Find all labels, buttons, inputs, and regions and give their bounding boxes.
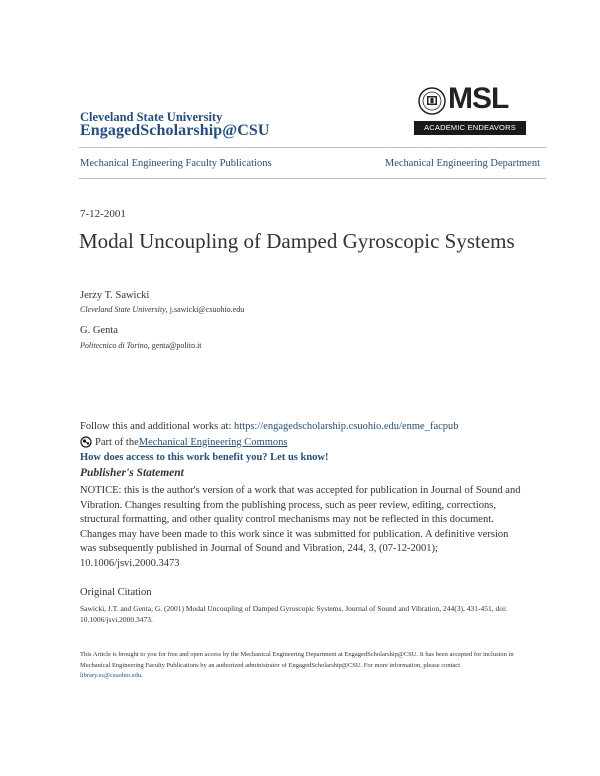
benefit-feedback-link[interactable]: How does access to this work benefit you? Let us know! xyxy=(80,452,329,463)
part-of-line xyxy=(80,436,287,448)
follow-line xyxy=(80,421,459,432)
logo-text: MSL xyxy=(448,82,509,115)
repository-name[interactable]: EngagedScholarship@CSU xyxy=(80,122,270,139)
author-name: G. Genta xyxy=(80,325,118,336)
divider xyxy=(79,147,546,148)
publisher-statement-text: NOTICE: this is the author's version of a work that was accepted for publication in Journal of Sound and Vibration. Changes resulting from the publishing process, such as peer review, editing, corrections, structural formatting, and other quality control mechanisms may not be reflected in this document. Changes may have been made to this work since it was submitted for publication. A definitive version was subsequently published in Journal of Sound and Vibration, 244, 3, (07-12-2001); 10.1006/jsvi.2000.3473 xyxy=(80,485,521,569)
author-email[interactable]: , genta@polito.it xyxy=(147,341,202,350)
access-notice xyxy=(80,650,520,682)
access-notice-suffix: . xyxy=(141,672,143,679)
author-name: Jerzy T. Sawicki xyxy=(80,290,150,301)
divider xyxy=(79,178,546,179)
affiliation-name: Politecnico di Torino xyxy=(80,341,148,350)
faculty-publications-link[interactable]: Mechanical Engineering Faculty Publications xyxy=(80,158,272,169)
original-citation-text: Sawicki, J.T. and Genta, G. (2001) Modal Uncoupling of Damped Gyroscopic Systems. Journal of Sound and Vibration, 244(3), 431-451, doi: 10.1006/jsvi.2000.3473. xyxy=(80,604,508,624)
affiliation-name: Cleveland State University xyxy=(80,305,166,314)
original-citation-heading: Original Citation xyxy=(80,587,152,598)
author-affiliation xyxy=(80,341,202,350)
collection-url-link[interactable]: https://engagedscholarship.csuohio.edu/enme_facpub xyxy=(234,421,459,432)
follow-prefix: Follow this and additional works at: xyxy=(80,421,234,432)
access-notice-text: This Article is brought to you for free and open access by the Mechanical Engineering Department at EngagedScholarship@CSU. It has been accepted for inclusion in Mechanical Engineering Faculty Publications by an authorized administrator of EngagedScholarship@CSU. For more information, please contact xyxy=(80,651,514,669)
publisher-statement-heading: Publisher's Statement xyxy=(80,467,184,479)
author-email[interactable]: , j.sawicki@csuohio.edu xyxy=(165,305,245,314)
publication-date: 7-12-2001 xyxy=(80,208,126,220)
author-affiliation xyxy=(80,305,244,314)
msl-logo[interactable] xyxy=(414,84,526,138)
logo-subtext: ACADEMIC ENDEAVORS xyxy=(414,121,526,135)
institution-name: Cleveland State University xyxy=(80,110,223,124)
article-title: Modal Uncoupling of Damped Gyroscopic Systems xyxy=(79,229,515,253)
commons-link[interactable]: Mechanical Engineering Commons xyxy=(138,436,288,448)
part-of-prefix: Part of the xyxy=(95,436,139,448)
network-icon xyxy=(80,436,92,448)
department-link[interactable]: Mechanical Engineering Department xyxy=(384,158,540,169)
contact-email-link[interactable]: library.es@csuohio.edu xyxy=(80,672,142,679)
